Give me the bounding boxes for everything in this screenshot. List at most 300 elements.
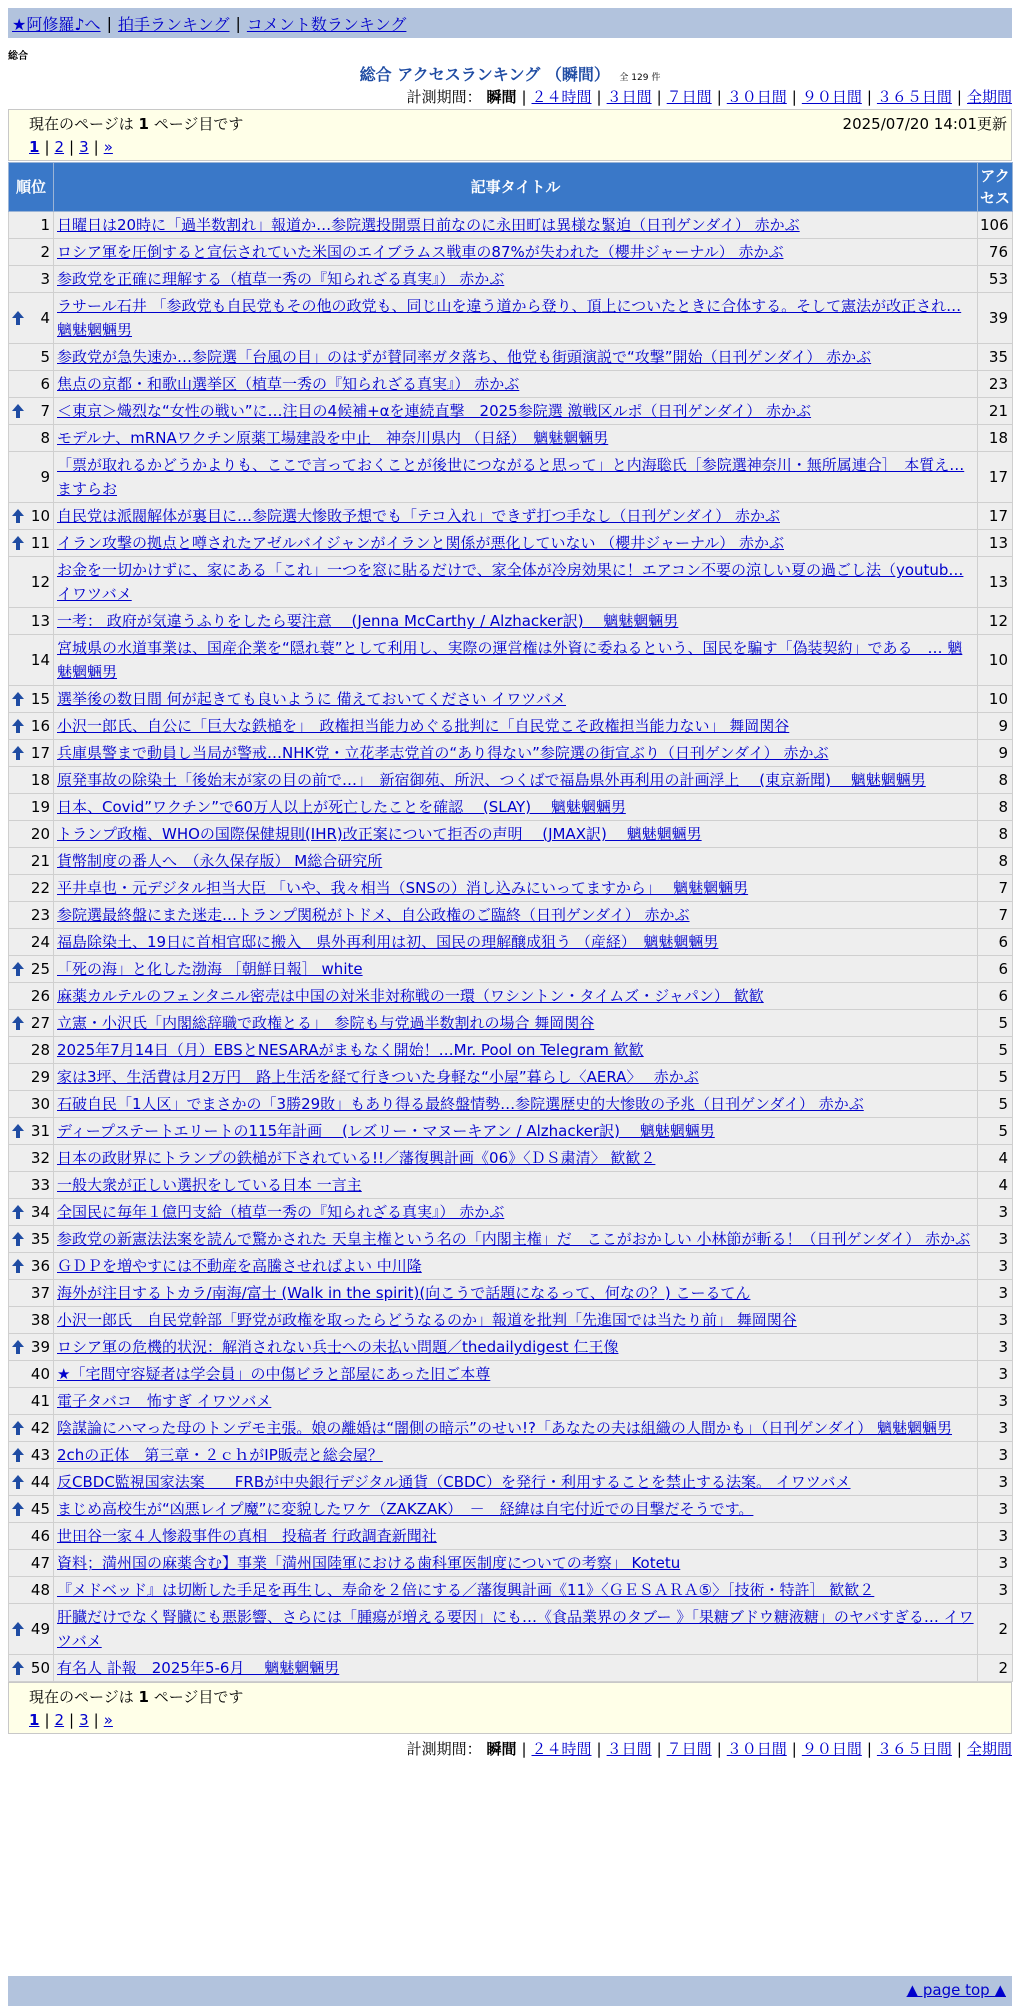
article-title-link[interactable]: 自民党は派閥解体が裏目に…参院選大惨敗予想でも「テコ入れ」できず打つ手なし（日刊ゲンダイ） 赤かぶ — [57, 507, 780, 525]
rank-number: 18 — [30, 771, 50, 789]
period-option[interactable]: ３０日間 — [726, 88, 787, 106]
article-title-link[interactable]: ラサール石井 「参政党も自民党もその他の政党も、同じ山を違う道から登り、頂上についたときに合体する。そして憲法が改正され… 魑魅魍魎男 — [57, 297, 962, 339]
period-option[interactable]: ９０日間 — [801, 1740, 862, 1758]
table-row — [9, 767, 1013, 794]
article-title-link[interactable]: モデルナ、mRNAワクチン原薬工場建設を中止 神奈川県内 （日経） 魑魅魍魎男 — [57, 429, 609, 447]
pager-page-link[interactable]: 2 — [54, 138, 65, 156]
rank-number: 50 — [30, 1659, 50, 1677]
rank-number: 46 — [30, 1527, 50, 1545]
title-cell — [54, 1253, 978, 1280]
rank-cell — [9, 902, 54, 929]
rank-number: 41 — [30, 1392, 50, 1410]
title-cell — [54, 713, 978, 740]
rank-cell — [9, 266, 54, 293]
article-title-link[interactable]: 小沢一郎氏 自民党幹部「野党が政権を取ったらどうなるのか」報道を批判「先進国では当たり前」 舞岡関谷 — [57, 1311, 797, 1329]
title-cell — [54, 503, 978, 530]
article-title-link[interactable]: ＧＤＰを増やすには不動産を高騰させればよい 中川隆 — [57, 1257, 422, 1275]
article-title-link[interactable]: ロシア軍の危機的状況：解消されない兵士への未払い問題／thedailydigest 仁王像 — [57, 1338, 619, 1356]
rank-number: 19 — [30, 798, 50, 816]
title-cell — [54, 530, 978, 557]
period-separator: | — [596, 88, 602, 106]
table-row — [9, 1577, 1013, 1604]
article-title-link[interactable]: 有名人 訃報 2025年5-6月 魑魅魍魎男 — [57, 1659, 340, 1677]
article-title-link[interactable]: ディープステートエリートの115年計画 (レズリー・マヌーキアン / Alzhacker訳) 魑魅魍魎男 — [57, 1122, 715, 1140]
access-count: 3 — [978, 1361, 1013, 1388]
access-count: 4 — [978, 1145, 1013, 1172]
title-cell — [54, 902, 978, 929]
article-title-link[interactable]: 資料；満州国の麻薬含む】事業「満州国陸軍における歯科軍医制度についての考察」 Kotetu — [57, 1554, 681, 1572]
title-cell — [54, 956, 978, 983]
article-title-link[interactable]: 焦点の京都・和歌山選挙区（植草一秀の『知られざる真実』） 赤かぶ — [57, 375, 520, 393]
table-row — [9, 452, 1013, 503]
pager-separator: | — [93, 138, 99, 156]
rank-up-arrow-icon — [12, 404, 24, 418]
access-count: 17 — [978, 452, 1013, 503]
title-cell — [54, 1577, 978, 1604]
rank-number: 11 — [30, 534, 50, 552]
rank-cell — [9, 1577, 54, 1604]
access-count: 3 — [978, 1226, 1013, 1253]
pager-top — [29, 138, 113, 156]
period-separator: | — [656, 1740, 662, 1758]
table-row — [9, 983, 1013, 1010]
title-cell — [54, 1550, 978, 1577]
access-count: 3 — [978, 1280, 1013, 1307]
table-row — [9, 1655, 1013, 1682]
title-cell — [54, 767, 978, 794]
period-option[interactable]: ７日間 — [666, 88, 712, 106]
title-cell — [54, 1280, 978, 1307]
period-separator: | — [956, 1740, 962, 1758]
table-row — [9, 293, 1013, 344]
rank-number: 40 — [30, 1365, 50, 1383]
access-count: 3 — [978, 1523, 1013, 1550]
rank-up-arrow-icon — [12, 962, 24, 976]
period-option[interactable]: ９０日間 — [801, 88, 862, 106]
table-row — [9, 1307, 1013, 1334]
rank-up-arrow-icon — [12, 1421, 24, 1435]
rank-cell — [9, 848, 54, 875]
article-title-link[interactable]: ロシア軍を圧倒すると宣伝されていた米国のエイブラムス戦車の87%が失われた（櫻井ジャーナル） 赤かぶ — [57, 243, 784, 261]
title-cell — [54, 1469, 978, 1496]
article-title-link[interactable]: 福島除染土、19日に首相官邸に搬入 県外再利用は初、国民の理解醸成狙う （産経） 魑魅魍魎男 — [57, 933, 719, 951]
article-title-link[interactable]: 日本の政財界にトランプの鉄槌が下されている!!／藩復興計画《06》〈ＤＳ粛清〉 歓歓２ — [57, 1149, 656, 1167]
article-title-link[interactable]: 原発事故の除染土「後始末が家の目の前で…」 新宿御苑、所沢、つくばで福島県外再利用の計画浮上 (東京新聞) 魑魅魍魎男 — [57, 771, 926, 789]
table-row — [9, 1064, 1013, 1091]
table-row — [9, 1334, 1013, 1361]
access-count: 13 — [978, 557, 1013, 608]
article-title-link[interactable]: 平井卓也・元デジタル担当大臣 「いや、我々相当（SNSの）消し込みにいってますから」 魑魅魍魎男 — [57, 879, 749, 897]
access-count: 8 — [978, 794, 1013, 821]
rank-cell — [9, 557, 54, 608]
rank-number: 7 — [40, 402, 50, 420]
article-title-link[interactable]: 肝臓だけでなく腎臓にも悪影響、さらには「腫瘍が増える要因」にも…《食品業界のタブー 》「果糖ブドウ糖液糖」のヤバすぎる… イワツバメ — [57, 1608, 974, 1650]
rank-number: 6 — [40, 375, 50, 393]
period-separator: | — [656, 88, 662, 106]
rank-cell — [9, 1118, 54, 1145]
rank-number: 38 — [30, 1311, 50, 1329]
period-option[interactable]: ３日間 — [606, 1740, 652, 1758]
access-count: 6 — [978, 983, 1013, 1010]
rank-cell — [9, 1010, 54, 1037]
rank-up-arrow-icon — [12, 746, 24, 760]
rank-number: 29 — [30, 1068, 50, 1086]
title-cell — [54, 1388, 978, 1415]
rank-cell — [9, 398, 54, 425]
rank-up-arrow-icon — [12, 1661, 24, 1675]
period-list — [486, 88, 1012, 106]
title-cell — [54, 1442, 978, 1469]
rank-number: 26 — [30, 987, 50, 1005]
rank-number: 14 — [30, 651, 50, 669]
period-separator: | — [956, 88, 962, 106]
access-count: 3 — [978, 1199, 1013, 1226]
rank-cell — [9, 239, 54, 266]
category-label: 総合 — [8, 51, 28, 62]
rank-up-arrow-icon — [12, 536, 24, 550]
table-row — [9, 902, 1013, 929]
period-option[interactable]: ３０日間 — [726, 1740, 787, 1758]
article-title-link[interactable]: 参政党が急失速か…参院選「台風の目」のはずが賛同率ガタ落ち、他党も街頭演説で“攻撃”開始（日刊ゲンダイ） 赤かぶ — [57, 348, 872, 366]
access-count: 5 — [978, 1037, 1013, 1064]
article-title-link[interactable]: ＜東京＞熾烈な“女性の戦い”に…注目の4候補+αを連続直撃 2025参院選 激戦区ルポ（日刊ゲンダイ） 赤かぶ — [57, 402, 812, 420]
period-option[interactable]: ３６５日間 — [876, 1740, 952, 1758]
table-row — [9, 929, 1013, 956]
title-cell — [54, 398, 978, 425]
title-cell — [54, 1010, 978, 1037]
page-info-prefix: 現在のページは — [29, 1688, 134, 1706]
title-cell — [54, 1496, 978, 1523]
rank-cell — [9, 1442, 54, 1469]
rank-up-arrow-icon — [12, 1016, 24, 1030]
title-cell — [54, 1523, 978, 1550]
access-count: 39 — [978, 293, 1013, 344]
period-separator: | — [866, 1740, 872, 1758]
pager-page-link[interactable]: 3 — [79, 138, 89, 156]
article-title-link[interactable]: 『メドベッド』は切断した手足を再生し、寿命を２倍にする／藩復興計画《11》〈ＧＥＳＡＲＡ⑤〉［技術・特許］ 歓歓２ — [57, 1581, 875, 1599]
bottom-bar — [8, 1976, 1012, 2006]
period-option[interactable]: ７日間 — [666, 1740, 712, 1758]
title-cell — [54, 1199, 978, 1226]
access-count: 18 — [978, 425, 1013, 452]
title-cell — [54, 1655, 978, 1682]
period-label: 計測期間： — [406, 1740, 482, 1758]
rank-number: 9 — [40, 468, 50, 486]
rank-cell — [9, 1145, 54, 1172]
pager-separator: | — [44, 1711, 50, 1729]
rank-cell — [9, 875, 54, 902]
table-row — [9, 1415, 1013, 1442]
rank-number: 13 — [30, 612, 50, 630]
title-cell — [54, 293, 978, 344]
rank-number: 16 — [30, 717, 50, 735]
table-row — [9, 1469, 1013, 1496]
title-cell — [54, 1334, 978, 1361]
table-row — [9, 821, 1013, 848]
title-cell — [54, 425, 978, 452]
article-title-link[interactable]: 海外が注目するトカラ/南海/富士 (Walk in the spirit)(向こうで話題になるって、何なの？) こーるてん — [57, 1284, 751, 1302]
article-title-link[interactable]: 「票が取れるかどうかよりも、ここで言っておくことが後世につながると思って」と内海聡氏［参院選神奈川・無所属連合］ 本質え… ますらお — [57, 456, 965, 498]
rank-cell — [9, 1037, 54, 1064]
title-cell — [54, 1361, 978, 1388]
rank-cell — [9, 425, 54, 452]
title-cell — [54, 1118, 978, 1145]
period-separator: | — [521, 88, 527, 106]
table-row — [9, 344, 1013, 371]
access-count: 6 — [978, 956, 1013, 983]
rank-cell — [9, 1091, 54, 1118]
access-count: 3 — [978, 1469, 1013, 1496]
access-count: 8 — [978, 848, 1013, 875]
rank-up-arrow-icon — [12, 719, 24, 733]
page-info — [29, 1686, 243, 1707]
article-title-link[interactable]: 電子タバコ 怖すぎ イワツバメ — [57, 1392, 272, 1410]
access-count: 5 — [978, 1118, 1013, 1145]
rank-number: 48 — [30, 1581, 50, 1599]
table-row — [9, 398, 1013, 425]
period-separator: | — [791, 88, 797, 106]
pager-separator: | — [44, 138, 50, 156]
nav-link-home[interactable]: ★阿修羅♪へ — [12, 14, 101, 34]
article-title-link[interactable]: 「死の海」と化した渤海 ［朝鮮日報］ white — [57, 960, 363, 978]
access-count: 8 — [978, 821, 1013, 848]
article-title-link[interactable]: 小沢一郎氏、自公に「巨大な鉄槌を」 政権担当能力めぐる批判に「自民党こそ政権担当能力ない」 舞岡関谷 — [57, 717, 790, 735]
pager-bottom — [29, 1711, 113, 1729]
rank-up-arrow-icon — [12, 1205, 24, 1219]
table-row — [9, 1253, 1013, 1280]
article-title-link[interactable]: 2chの正体 第三章・２ｃｈがIP販売と総会屋？ — [57, 1446, 383, 1464]
article-title-link[interactable]: 世田谷一家４人惨殺事件の真相 投稿者 行政調査新聞社 — [57, 1527, 437, 1545]
table-row — [9, 635, 1013, 686]
rank-number: 34 — [30, 1203, 50, 1221]
article-title-link[interactable]: 日曜日は20時に「過半数割れ」報道か…参院選投開票日前なのに永田町は異様な緊迫（日刊ゲンダイ） 赤かぶ — [57, 216, 800, 234]
column-header-access: アクセス — [978, 163, 1013, 212]
rank-cell — [9, 212, 54, 239]
title-cell — [54, 371, 978, 398]
pager-page-link[interactable]: 1 — [29, 1711, 40, 1729]
article-title-link[interactable]: 一考： 政府が気違うふりをしたら要注意 (Jenna McCarthy / Alzhacker訳) 魑魅魍魎男 — [57, 612, 679, 630]
rank-up-arrow-icon — [12, 1232, 24, 1246]
article-title-link[interactable]: 参院選最終盤にまた迷走…トランプ関税がトドメ、自公政権のご臨終（日刊ゲンダイ） 赤かぶ — [57, 906, 690, 924]
page-info-number: 1 — [138, 1688, 149, 1706]
title-cell — [54, 821, 978, 848]
article-title-link[interactable]: 選挙後の数日間 何が起きても良いように 備えておいてください イワツバメ — [57, 690, 567, 708]
rank-cell — [9, 956, 54, 983]
access-count: 5 — [978, 1010, 1013, 1037]
period-separator: | — [866, 88, 872, 106]
title-cell — [54, 344, 978, 371]
rank-number: 28 — [30, 1041, 50, 1059]
access-count: 12 — [978, 608, 1013, 635]
rank-number: 2 — [40, 243, 50, 261]
period-label: 計測期間： — [406, 88, 482, 106]
title-cell — [54, 1226, 978, 1253]
rank-number: 22 — [30, 879, 50, 897]
updated-timestamp: 2025/07/20 14:01更新 — [842, 115, 1007, 133]
article-title-link[interactable]: 陰謀論にハマった母のトンデモ主張。娘の離婚は“闇側の暗示”のせい!?「あなたの夫は組織の人間かも」（日刊ゲンダイ） 魑魅魍魎男 — [57, 1419, 952, 1437]
rank-cell — [9, 1388, 54, 1415]
rank-cell — [9, 1226, 54, 1253]
rank-up-arrow-icon — [12, 1448, 24, 1462]
rank-cell — [9, 821, 54, 848]
period-option[interactable]: ２４時間 — [531, 1740, 592, 1758]
title-cell — [54, 1604, 978, 1655]
title-cell — [54, 608, 978, 635]
period-option[interactable]: ２４時間 — [531, 88, 592, 106]
period-option[interactable]: 全期間 — [966, 88, 1012, 106]
title-cell — [54, 875, 978, 902]
rank-number: 17 — [30, 744, 50, 762]
rank-number: 25 — [30, 960, 50, 978]
rank-number: 43 — [30, 1446, 50, 1464]
table-row — [9, 608, 1013, 635]
rank-number: 4 — [40, 309, 50, 327]
nav-link-comment-ranking[interactable]: コメント数ランキング — [246, 14, 407, 34]
rank-cell — [9, 1307, 54, 1334]
access-count: 6 — [978, 929, 1013, 956]
rank-number: 35 — [30, 1230, 50, 1248]
table-row — [9, 503, 1013, 530]
rank-number: 20 — [30, 825, 50, 843]
period-separator: | — [596, 1740, 602, 1758]
article-title-link[interactable]: 日本、Covid”ワクチン”で60万人以上が死亡したことを確認 (SLAY) 魑魅魍魎男 — [57, 798, 626, 816]
rank-up-arrow-icon — [12, 1340, 24, 1354]
article-title-link[interactable]: 家は3坪、生活費は月2万円 路上生活を経て行きついた身軽な“小屋”暮らし〈AERA〉 赤かぶ — [57, 1068, 699, 1086]
access-count: 7 — [978, 902, 1013, 929]
table-row — [9, 239, 1013, 266]
rank-cell — [9, 1172, 54, 1199]
table-row — [9, 794, 1013, 821]
pager-separator: | — [69, 138, 75, 156]
pager-page-link[interactable]: 3 — [79, 1711, 89, 1729]
rank-up-arrow-icon — [12, 1502, 24, 1516]
nav-separator: | — [235, 13, 241, 33]
rank-cell — [9, 1334, 54, 1361]
access-count: 17 — [978, 503, 1013, 530]
article-title-link[interactable]: 反CBDC監視国家法案 FRBが中央銀行デジタル通貨（CBDC）を発行・利用することを禁止する法案。 イワツバメ — [57, 1473, 851, 1491]
pager-page-link[interactable]: 2 — [54, 1711, 65, 1729]
article-title-link[interactable]: 石破自民「1人区」でまさかの「3勝29敗」もあり得る最終盤情勢…参院選歴史的大惨敗の予兆（日刊ゲンダイ） 赤かぶ — [57, 1095, 864, 1113]
period-list — [486, 1740, 1012, 1758]
rank-number: 32 — [30, 1149, 50, 1167]
column-header-rank: 順位 — [9, 163, 54, 212]
period-option[interactable]: ３６５日間 — [876, 88, 952, 106]
title-cell — [54, 239, 978, 266]
rank-cell — [9, 1496, 54, 1523]
table-header-row — [9, 163, 1013, 212]
access-count: 2 — [978, 1655, 1013, 1682]
rank-cell — [9, 1604, 54, 1655]
rank-number: 39 — [30, 1338, 50, 1356]
article-title-link[interactable]: 一般大衆が正しい選択をしている日本 一言主 — [57, 1176, 362, 1194]
period-option[interactable]: ３日間 — [606, 88, 652, 106]
article-title-link[interactable]: 麻薬カルテルのフェンタニル密売は中国の対米非対称戦の一環（ワシントン・タイムズ・ジャパン） 歓歓 — [57, 987, 764, 1005]
table-row — [9, 425, 1013, 452]
title-cell — [54, 929, 978, 956]
article-title-link[interactable]: 参政党を正確に理解する（植草一秀の『知られざる真実』） 赤かぶ — [57, 270, 505, 288]
article-title-link[interactable]: 参政党の新憲法法案を読んで驚かされた 天皇主権という名の「内閣主権」だ ここがおかしい 小林節が斬る！（日刊ゲンダイ） 赤かぶ — [57, 1230, 971, 1248]
article-title-link[interactable]: 兵庫県警まで動員し当局が警戒…NHK党・立花孝志党首の“あり得ない”参院選の街宣ぶり（日刊ゲンダイ） 赤かぶ — [57, 744, 829, 762]
title-cell — [54, 686, 978, 713]
access-count: 3 — [978, 1550, 1013, 1577]
article-title-link[interactable]: 立憲・小沢氏「内閣総辞職で政権とる」 参院も与党過半数割れの場合 舞岡関谷 — [57, 1014, 595, 1032]
table-row — [9, 1118, 1013, 1145]
pager-next[interactable]: » — [103, 138, 113, 156]
rank-number: 45 — [30, 1500, 50, 1518]
ranking-table — [8, 162, 1013, 1682]
rank-cell — [9, 608, 54, 635]
rank-cell — [9, 713, 54, 740]
title-cell — [54, 635, 978, 686]
rank-number: 1 — [40, 216, 50, 234]
article-title-link[interactable]: 全国民に毎年１億円支給（植草一秀の『知られざる真実』） 赤かぶ — [57, 1203, 505, 1221]
table-row — [9, 1550, 1013, 1577]
rank-up-arrow-icon — [12, 509, 24, 523]
article-title-link[interactable]: お金を一切かけずに、家にある「これ」一つを窓に貼るだけで、家全体が冷房効果に！エアコン不要の涼しい夏の過ごし法（youtub… イワツバメ — [57, 561, 964, 603]
rank-cell — [9, 344, 54, 371]
period-separator: | — [521, 1740, 527, 1758]
nav-link-clap-ranking[interactable]: 拍手ランキング — [117, 14, 230, 34]
article-title-link[interactable]: 宮城県の水道事業は、国産企業を“隠れ蓑”として利用し、実際の運営権は外資に委ねるという、国民を騙す「偽装契約」である … 魑魅魍魎男 — [57, 639, 963, 681]
table-row — [9, 530, 1013, 557]
rank-cell — [9, 1523, 54, 1550]
table-row — [9, 713, 1013, 740]
rank-number: 49 — [30, 1620, 50, 1638]
title-cell — [54, 848, 978, 875]
table-row — [9, 1091, 1013, 1118]
rank-cell — [9, 1550, 54, 1577]
article-title-link[interactable]: ★「宅間守容疑者は学会員」の中傷ビラと部屋にあった旧ご本尊 — [57, 1365, 491, 1383]
period-option: 瞬間 — [486, 88, 517, 106]
article-title-link[interactable]: 2025年7月14日（月）EBSとNESARAがまもなく開始！…Mr. Pool on Telegram 歓歓 — [57, 1041, 644, 1059]
access-count: 3 — [978, 1442, 1013, 1469]
rank-cell — [9, 452, 54, 503]
period-option[interactable]: 全期間 — [966, 1740, 1012, 1758]
access-count: 10 — [978, 635, 1013, 686]
article-title-link[interactable]: イラン攻撃の拠点と噂されたアゼルバイジャンがイランと関係が悪化していない （櫻井ジャーナル） 赤かぶ — [57, 534, 784, 552]
article-title-link[interactable]: まじめ高校生が“凶悪レイプ魔”に変貌したワケ（ZAKZAK） － 経緯は自宅付近での目撃だそうです。 — [57, 1500, 754, 1518]
period-separator: | — [716, 1740, 722, 1758]
rank-number: 12 — [30, 573, 50, 591]
period-option: 瞬間 — [486, 1740, 517, 1758]
rank-number: 44 — [30, 1473, 50, 1491]
pager-page-link[interactable]: 1 — [29, 138, 40, 156]
rank-up-arrow-icon — [12, 311, 24, 325]
article-title-link[interactable]: トランプ政権、WHOの国際保健規則(IHR)改正案について拒否の声明 (JMAX訳) 魑魅魍魎男 — [57, 825, 702, 843]
rank-number: 8 — [40, 429, 50, 447]
table-row — [9, 1145, 1013, 1172]
table-row — [9, 1388, 1013, 1415]
title-cell — [54, 740, 978, 767]
table-row — [9, 1361, 1013, 1388]
page-top-link[interactable]: ▲ page top ▲ — [906, 1981, 1006, 1999]
rank-up-arrow-icon — [12, 1124, 24, 1138]
title-cell — [54, 1064, 978, 1091]
rank-cell — [9, 1469, 54, 1496]
access-count: 3 — [978, 1307, 1013, 1334]
access-count: 3 — [978, 1577, 1013, 1604]
table-row — [9, 1523, 1013, 1550]
title-cell — [54, 452, 978, 503]
rank-number: 30 — [30, 1095, 50, 1113]
pager-next[interactable]: » — [103, 1711, 113, 1729]
access-count: 4 — [978, 1172, 1013, 1199]
rank-cell — [9, 635, 54, 686]
rank-cell — [9, 1415, 54, 1442]
rank-number: 24 — [30, 933, 50, 951]
rank-cell — [9, 371, 54, 398]
article-title-link[interactable]: 貨幣制度の番人へ （永久保存版） M総合研究所 — [57, 852, 383, 870]
